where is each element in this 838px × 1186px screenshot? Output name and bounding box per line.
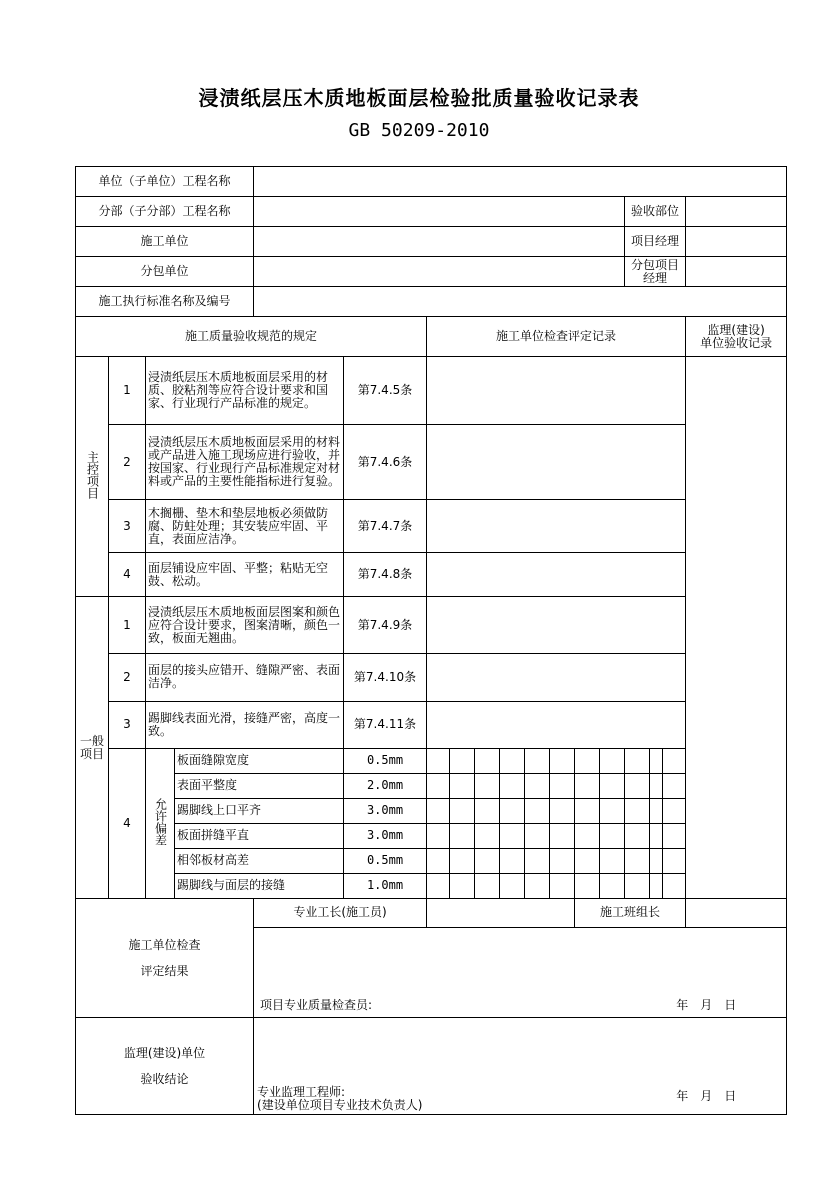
tolerance-item: 表面平整度 bbox=[175, 773, 344, 798]
value-team-leader[interactable] bbox=[686, 898, 787, 927]
column-supervisor: 监理(建设) 单位验收记录 bbox=[686, 317, 787, 357]
main-item-text: 浸渍纸层压木质地板面层采用的材料或产品进入施工现场应进行验收，并按国家、行业现行产品标准规定对材料或产品的主要性能指标进行复验。 bbox=[146, 425, 344, 500]
tolerance-item: 板面缝隙宽度 bbox=[175, 748, 344, 773]
value-foreman[interactable] bbox=[427, 898, 575, 927]
value-project-manager[interactable] bbox=[686, 227, 787, 257]
measure-cell[interactable] bbox=[650, 798, 663, 823]
value-acceptance-part[interactable] bbox=[686, 197, 787, 227]
main-item-clause: 第7.4.8条 bbox=[344, 553, 427, 597]
label-subcontractor: 分包单位 bbox=[76, 257, 254, 287]
label-contractor: 施工单位 bbox=[76, 227, 254, 257]
column-check: 施工单位检查评定记录 bbox=[427, 317, 686, 357]
main-item-text: 木搁栅、垫木和垫层地板必须做防腐、防蛀处理；其安装应牢固、平直，表面应洁净。 bbox=[146, 500, 344, 553]
main-item-check[interactable] bbox=[427, 500, 686, 553]
measure-cell[interactable] bbox=[550, 873, 575, 898]
general-item-no: 1 bbox=[109, 597, 146, 654]
supervisor-conclusion-cell[interactable] bbox=[254, 1017, 787, 1114]
tolerance-item: 踢脚线上口平齐 bbox=[175, 798, 344, 823]
measure-cell[interactable] bbox=[625, 873, 650, 898]
form-title: 浸渍纸层压木质地板面层检验批质量验收记录表 bbox=[198, 86, 640, 110]
contractor-result-label: 施工单位检查 评定结果 bbox=[76, 898, 254, 1017]
general-item-text: 面层的接头应错开、缝隙严密、表面洁净。 bbox=[146, 654, 344, 701]
measure-cell[interactable] bbox=[500, 848, 525, 873]
measure-cell[interactable] bbox=[450, 798, 475, 823]
general-item-text: 浸渍纸层压木质地板面层图案和颜色应符合设计要求，图案清晰，颜色一致，板面无翘曲。 bbox=[146, 597, 344, 654]
measure-cell[interactable] bbox=[475, 873, 500, 898]
value-contractor[interactable] bbox=[254, 227, 625, 257]
measure-cell[interactable] bbox=[650, 848, 663, 873]
measure-cell[interactable] bbox=[450, 773, 475, 798]
measure-cell[interactable] bbox=[663, 773, 686, 798]
measure-cell[interactable] bbox=[475, 773, 500, 798]
main-item-text: 浸渍纸层压木质地板面层采用的材质、胶粘剂等应符合设计要求和国家、行业现行产品标准的规定。 bbox=[146, 357, 344, 425]
column-spec: 施工质量验收规范的规定 bbox=[76, 317, 427, 357]
measure-cell[interactable] bbox=[450, 823, 475, 848]
measure-cell[interactable] bbox=[550, 823, 575, 848]
measure-cell[interactable] bbox=[600, 748, 625, 773]
label-standard-name: 施工执行标准名称及编号 bbox=[76, 287, 254, 317]
measure-cell[interactable] bbox=[525, 823, 550, 848]
label-foreman: 专业工长(施工员) bbox=[254, 898, 427, 927]
tolerance-value: 3.0mm bbox=[344, 823, 427, 848]
tolerance-label: 允许偏差 bbox=[146, 748, 175, 898]
measure-cell[interactable] bbox=[500, 873, 525, 898]
general-item-check[interactable] bbox=[427, 654, 686, 701]
measure-cell[interactable] bbox=[500, 823, 525, 848]
tolerance-no: 4 bbox=[109, 748, 146, 898]
measure-cell[interactable] bbox=[663, 798, 686, 823]
supervisor-engineer-label: 专业监理工程师: (建设单位项目专业技术负责人) bbox=[257, 1085, 423, 1112]
label-acceptance-part: 验收部位 bbox=[625, 197, 686, 227]
measure-cell[interactable] bbox=[525, 873, 550, 898]
measure-cell[interactable] bbox=[500, 798, 525, 823]
general-item-check[interactable] bbox=[427, 597, 686, 654]
measure-cell[interactable] bbox=[650, 748, 663, 773]
general-item-check[interactable] bbox=[427, 701, 686, 748]
measure-cell[interactable] bbox=[575, 798, 600, 823]
measure-cell[interactable] bbox=[663, 848, 686, 873]
label-team-leader: 施工班组长 bbox=[575, 898, 686, 927]
measure-cell[interactable] bbox=[550, 798, 575, 823]
tolerance-value: 0.5mm bbox=[344, 748, 427, 773]
measure-cell[interactable] bbox=[450, 748, 475, 773]
measure-cell[interactable] bbox=[475, 798, 500, 823]
measure-cell[interactable] bbox=[475, 848, 500, 873]
measure-cell[interactable] bbox=[663, 823, 686, 848]
measure-cell[interactable] bbox=[427, 848, 450, 873]
supervisor-conclusion-label: 监理(建设)单位 验收结论 bbox=[76, 1017, 254, 1114]
measure-cell[interactable] bbox=[600, 823, 625, 848]
standard-code: GB 50209-2010 bbox=[348, 120, 490, 141]
measure-cell[interactable] bbox=[650, 823, 663, 848]
main-item-no: 1 bbox=[109, 357, 146, 425]
general-item-no: 3 bbox=[109, 701, 146, 748]
measure-cell[interactable] bbox=[500, 773, 525, 798]
measure-cell[interactable] bbox=[475, 748, 500, 773]
supervisor-date: 年 月 日 bbox=[676, 1089, 737, 1103]
label-subunit-name: 分部（子分部）工程名称 bbox=[76, 197, 254, 227]
measure-cell[interactable] bbox=[427, 773, 450, 798]
main-item-no: 2 bbox=[109, 425, 146, 500]
measure-cell[interactable] bbox=[650, 773, 663, 798]
measure-cell[interactable] bbox=[575, 823, 600, 848]
inspector-label: 项目专业质量检查员: bbox=[260, 997, 373, 1012]
general-item-clause: 第7.4.11条 bbox=[344, 701, 427, 748]
value-unit-name[interactable] bbox=[254, 167, 787, 197]
measure-cell[interactable] bbox=[525, 773, 550, 798]
main-item-check[interactable] bbox=[427, 553, 686, 597]
measure-cell[interactable] bbox=[625, 823, 650, 848]
value-subunit-name[interactable] bbox=[254, 197, 625, 227]
measure-cell[interactable] bbox=[427, 798, 450, 823]
tolerance-value: 0.5mm bbox=[344, 848, 427, 873]
main-item-clause: 第7.4.5条 bbox=[344, 357, 427, 425]
measure-cell[interactable] bbox=[600, 848, 625, 873]
tolerance-value: 2.0mm bbox=[344, 773, 427, 798]
tolerance-item: 踢脚线与面层的接缝 bbox=[175, 873, 344, 898]
value-standard-name[interactable] bbox=[254, 287, 787, 317]
general-item-clause: 第7.4.10条 bbox=[344, 654, 427, 701]
measure-cell[interactable] bbox=[525, 748, 550, 773]
measure-cell[interactable] bbox=[625, 748, 650, 773]
main-item-text: 面层铺设应牢固、平整；粘贴无空鼓、松动。 bbox=[146, 553, 344, 597]
label-unit-name: 单位（子单位）工程名称 bbox=[76, 167, 254, 197]
measure-cell[interactable] bbox=[575, 748, 600, 773]
main-item-check[interactable] bbox=[427, 357, 686, 425]
measure-cell[interactable] bbox=[427, 873, 450, 898]
contractor-date: 年 月 日 bbox=[676, 997, 737, 1012]
measure-cell[interactable] bbox=[625, 848, 650, 873]
measure-cell[interactable] bbox=[663, 748, 686, 773]
general-item-clause: 第7.4.9条 bbox=[344, 597, 427, 654]
value-sub-project-manager[interactable] bbox=[686, 257, 787, 287]
measure-cell[interactable] bbox=[500, 748, 525, 773]
measure-cell[interactable] bbox=[625, 773, 650, 798]
measure-cell[interactable] bbox=[525, 798, 550, 823]
tolerance-item: 相邻板材高差 bbox=[175, 848, 344, 873]
general-item-text: 踢脚线表面光滑，接缝严密，高度一致。 bbox=[146, 701, 344, 748]
measure-cell[interactable] bbox=[550, 748, 575, 773]
measure-cell[interactable] bbox=[475, 823, 500, 848]
measure-cell[interactable] bbox=[427, 748, 450, 773]
main-items-label: 主控项目 bbox=[76, 357, 109, 597]
tolerance-item: 板面拼缝平直 bbox=[175, 823, 344, 848]
measure-cell[interactable] bbox=[550, 773, 575, 798]
general-items-label: 一般 项目 bbox=[76, 597, 109, 898]
measure-cell[interactable] bbox=[600, 773, 625, 798]
label-project-manager: 项目经理 bbox=[625, 227, 686, 257]
measure-cell[interactable] bbox=[550, 848, 575, 873]
measure-cell[interactable] bbox=[427, 823, 450, 848]
measure-cell[interactable] bbox=[600, 798, 625, 823]
measure-cell[interactable] bbox=[600, 873, 625, 898]
main-item-clause: 第7.4.7条 bbox=[344, 500, 427, 553]
measure-cell[interactable] bbox=[625, 798, 650, 823]
main-item-check[interactable] bbox=[427, 425, 686, 500]
general-item-no: 2 bbox=[109, 654, 146, 701]
contractor-result-cell[interactable] bbox=[254, 927, 787, 1017]
measure-cell[interactable] bbox=[663, 873, 686, 898]
measure-cell[interactable] bbox=[575, 873, 600, 898]
supervisor-record-cell[interactable] bbox=[686, 357, 787, 898]
tolerance-value: 3.0mm bbox=[344, 798, 427, 823]
measure-cell[interactable] bbox=[525, 848, 550, 873]
measure-cell[interactable] bbox=[650, 873, 663, 898]
main-item-clause: 第7.4.6条 bbox=[344, 425, 427, 500]
value-subcontractor[interactable] bbox=[254, 257, 625, 287]
tolerance-value: 1.0mm bbox=[344, 873, 427, 898]
measure-cell[interactable] bbox=[575, 773, 600, 798]
measure-cell[interactable] bbox=[450, 848, 475, 873]
main-item-no: 4 bbox=[109, 553, 146, 597]
label-sub-project-manager: 分包项目经理 bbox=[625, 257, 686, 287]
inspection-record-table bbox=[75, 166, 787, 1115]
measure-cell[interactable] bbox=[575, 848, 600, 873]
main-item-no: 3 bbox=[109, 500, 146, 553]
measure-cell[interactable] bbox=[450, 873, 475, 898]
